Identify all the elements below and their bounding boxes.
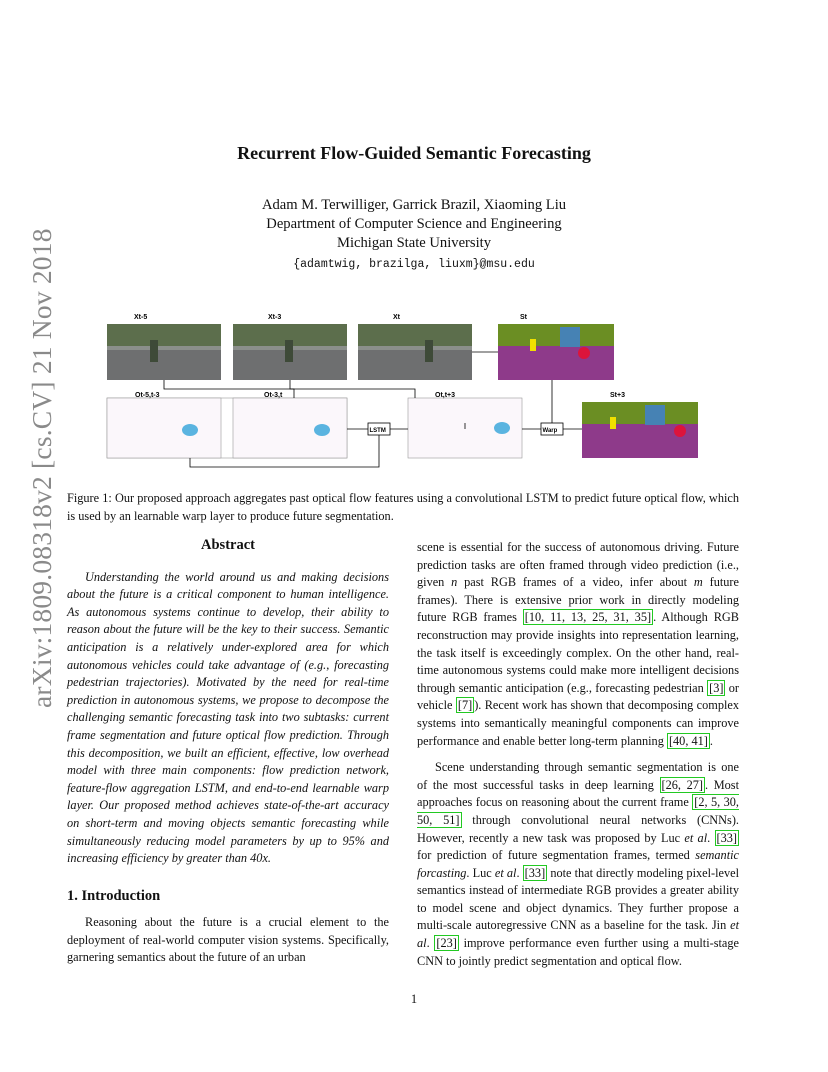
citation-link[interactable]: [2, 5, 30, 50, 51]: [417, 795, 740, 827]
left-column: [67, 537, 389, 967]
label-xt5: Xt-5: [134, 314, 148, 321]
citation-link[interactable]: [33]: [716, 830, 738, 845]
abstract-heading: Abstract: [201, 537, 255, 553]
label-warp: Warp: [542, 428, 558, 434]
arxiv-stamp: arXiv:1809.08318v2 [cs.CV] 21 Nov 2018: [26, 228, 57, 708]
authors: Adam M. Terwilliger, Garrick Brazil, Xiaoming Liu: [261, 197, 567, 213]
citation-link[interactable]: [40, 41]: [668, 733, 708, 748]
citation-link[interactable]: [23]: [436, 936, 457, 951]
figure-1: [90, 305, 738, 475]
affiliation-univ: Michigan State University: [336, 235, 492, 251]
label-xt: Xt: [393, 314, 400, 321]
label-ot5t3: Ot-5,t-3: [135, 392, 160, 399]
right-para-1: scene is essential for the success of autonomous driving. Future prediction tasks are often framed through video prediction (i.e., given n past RGB frames of a video, infer about m future frames). There is extensive prior work in directly modeling future RGB frames [10, 11, 13, 25, 31, 35] . Although RGB reconstruction may provide insights into representation learning, the task itself is exceedingly complex. On the other hand, real-time autonomous systems could make more intelligent decisions through semantic anticipation (e.g., forecasting pedestrian [3] or vehicle [7] ). Recent work has shown that decomposing complex systems into semantically meaningful components can improve performance and enable better long-term planning [40, 41] .: [417, 540, 740, 748]
intro-heading: 1. Introduction: [67, 887, 161, 904]
label-ot3t: Ot-3,t: [264, 392, 283, 399]
frame-xt: [358, 324, 472, 380]
label-lstm: LSTM: [369, 428, 386, 434]
segmentation-st3: [582, 402, 698, 458]
label-st: St: [520, 314, 527, 321]
label-xt3: Xt-3: [268, 314, 282, 321]
right-para-2: Scene understanding through semantic segmentation is one of the most successful tasks in deep learning [26, 27] . Most approaches focus on reasoning about the current frame [2, 5, 30, 50, 51] through convolutional neural networks (CNNs). However, recently a new task was proposed by Luc et al. [33] for prediction of future segmentation frames, termed semantic forcasting. Luc et al. [33] note that directly modeling pixel-level semantics instead of intermediate RGB provides a greater ability to model scene and object dynamics. They further propose a multi-scale autoregressive CNN as a baseline for the task. Jin et al. [23] improve performance even further using a multi-stage CNN to jointly predict segmentation and optical flow.: [417, 760, 740, 968]
label-st3: St+3: [610, 392, 625, 399]
flow-ot3t: [233, 398, 347, 458]
frame-xt3: [233, 324, 347, 380]
citation-link[interactable]: [7]: [457, 698, 473, 713]
label-ott3: Ot,t+3: [435, 392, 456, 399]
segmentation-st: [498, 324, 614, 380]
email: {adamtwig, brazilga, liuxm}@msu.edu: [293, 258, 535, 271]
frame-xt5: [107, 324, 221, 380]
right-column: [417, 539, 739, 970]
intro-para-1: Reasoning about the future is a crucial element to the deployment of real-world computer vision systems. Specifically, garnering semantics about the future of an urban: [67, 915, 389, 965]
citation-link[interactable]: [3]: [709, 680, 724, 695]
citation-link[interactable]: [33]: [524, 865, 546, 880]
page-number: 1: [410, 992, 418, 1006]
affiliation-dept: Department of Computer Science and Engineering: [266, 216, 562, 232]
paper-title: Recurrent Flow-Guided Semantic Forecasting: [237, 143, 591, 163]
citation-link[interactable]: [10, 11, 13, 25, 31, 35]: [524, 610, 652, 625]
abstract-text: Understanding the world around us and making decisions about the future is a critical component to human intelligence. As autonomous systems continue to develop, their ability to reason about the future will be the key to their success. Semantic anticipation is a relatively under-explored area for which autonomous vehicles could take advantage of (e.g., forecasting pedestrian trajectories). Motivated by the need for real-time prediction in autonomous systems, we propose to decompose the challenging semantic forecasting task into two subtasks: current frame segmentation and future optical flow prediction. Through this decomposition, we built an efficient, effective, low overhead model with three main components: flow prediction network, feature-flow aggregation LSTM, and end-to-end learnable warp layer. Our proposed method achieves state-of-the-art accuracy on short-term and moving objects semantic forecasting while simultaneously reducing model parameters by up to 95% and increasing efficiency by greater than 40x.: [67, 569, 389, 866]
citation-link[interactable]: [26, 27]: [661, 777, 703, 792]
figure-caption: Figure 1: Our proposed approach aggregates past optical flow features using a convolutional LSTM to predict future optical flow, which is used by an learnable warp layer to produce future segmentation.: [67, 491, 739, 523]
